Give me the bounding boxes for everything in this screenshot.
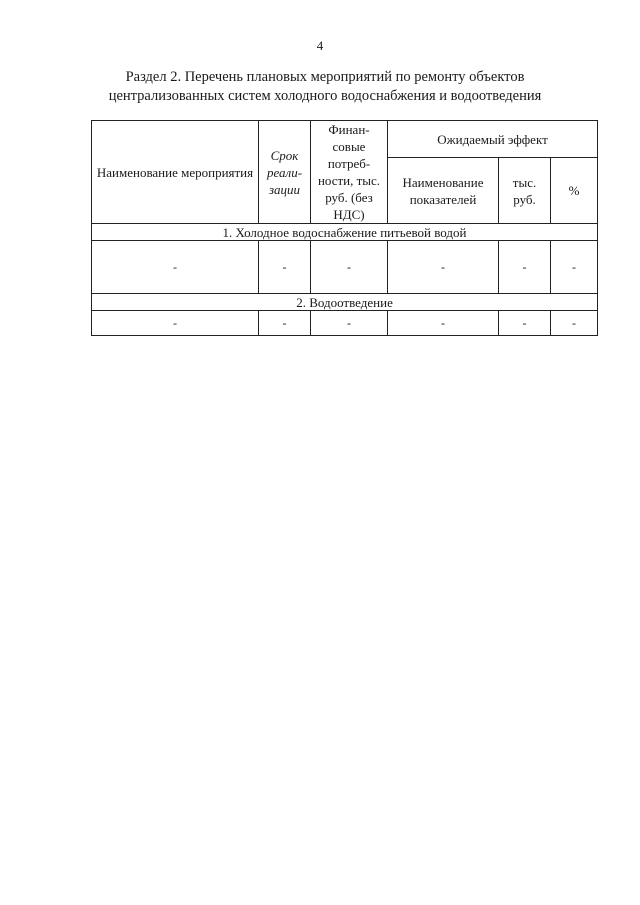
table-row bbox=[92, 241, 598, 294]
table-cell: - bbox=[551, 311, 598, 336]
header-financing: Финан-совые потреб-ности, тыс. руб. (без НДС) bbox=[311, 121, 388, 224]
section-title-wastewater: 2. Водоотведение bbox=[92, 294, 598, 311]
header-indicator-name: Наименование показателей bbox=[388, 158, 499, 224]
table-header-row bbox=[92, 121, 598, 158]
page-number: 4 bbox=[316, 38, 324, 53]
header-expected-effect: Ожидаемый эффект bbox=[388, 121, 598, 158]
table-row bbox=[92, 311, 598, 336]
table-cell: - bbox=[551, 241, 598, 294]
table-cell: - bbox=[499, 241, 551, 294]
table-cell: - bbox=[259, 241, 311, 294]
table-cell: - bbox=[311, 241, 388, 294]
section-row-wastewater bbox=[92, 294, 598, 311]
section-title-cold-water: 1. Холодное водоснабжение питьевой водой bbox=[92, 224, 598, 241]
table-cell: - bbox=[388, 311, 499, 336]
table-cell: - bbox=[311, 311, 388, 336]
table-cell: - bbox=[388, 241, 499, 294]
header-event-name: Наименование мероприятия bbox=[92, 121, 259, 224]
header-thousand-rub: тыс. руб. bbox=[499, 158, 551, 224]
section-title-line-2: централизованных систем холодного водоснабжения и водоотведения bbox=[108, 88, 542, 104]
table-cell: - bbox=[92, 241, 259, 294]
section-title-line-1: Раздел 2. Перечень плановых мероприятий по ремонту объектов bbox=[125, 69, 525, 85]
section-row-cold-water bbox=[92, 224, 598, 241]
header-term: Срок реали-зации bbox=[259, 121, 311, 224]
table-cell: - bbox=[499, 311, 551, 336]
table-cell: - bbox=[92, 311, 259, 336]
section-title bbox=[60, 68, 590, 106]
header-percent: % bbox=[551, 158, 598, 224]
planned-events-table bbox=[91, 120, 598, 336]
table-cell: - bbox=[259, 311, 311, 336]
